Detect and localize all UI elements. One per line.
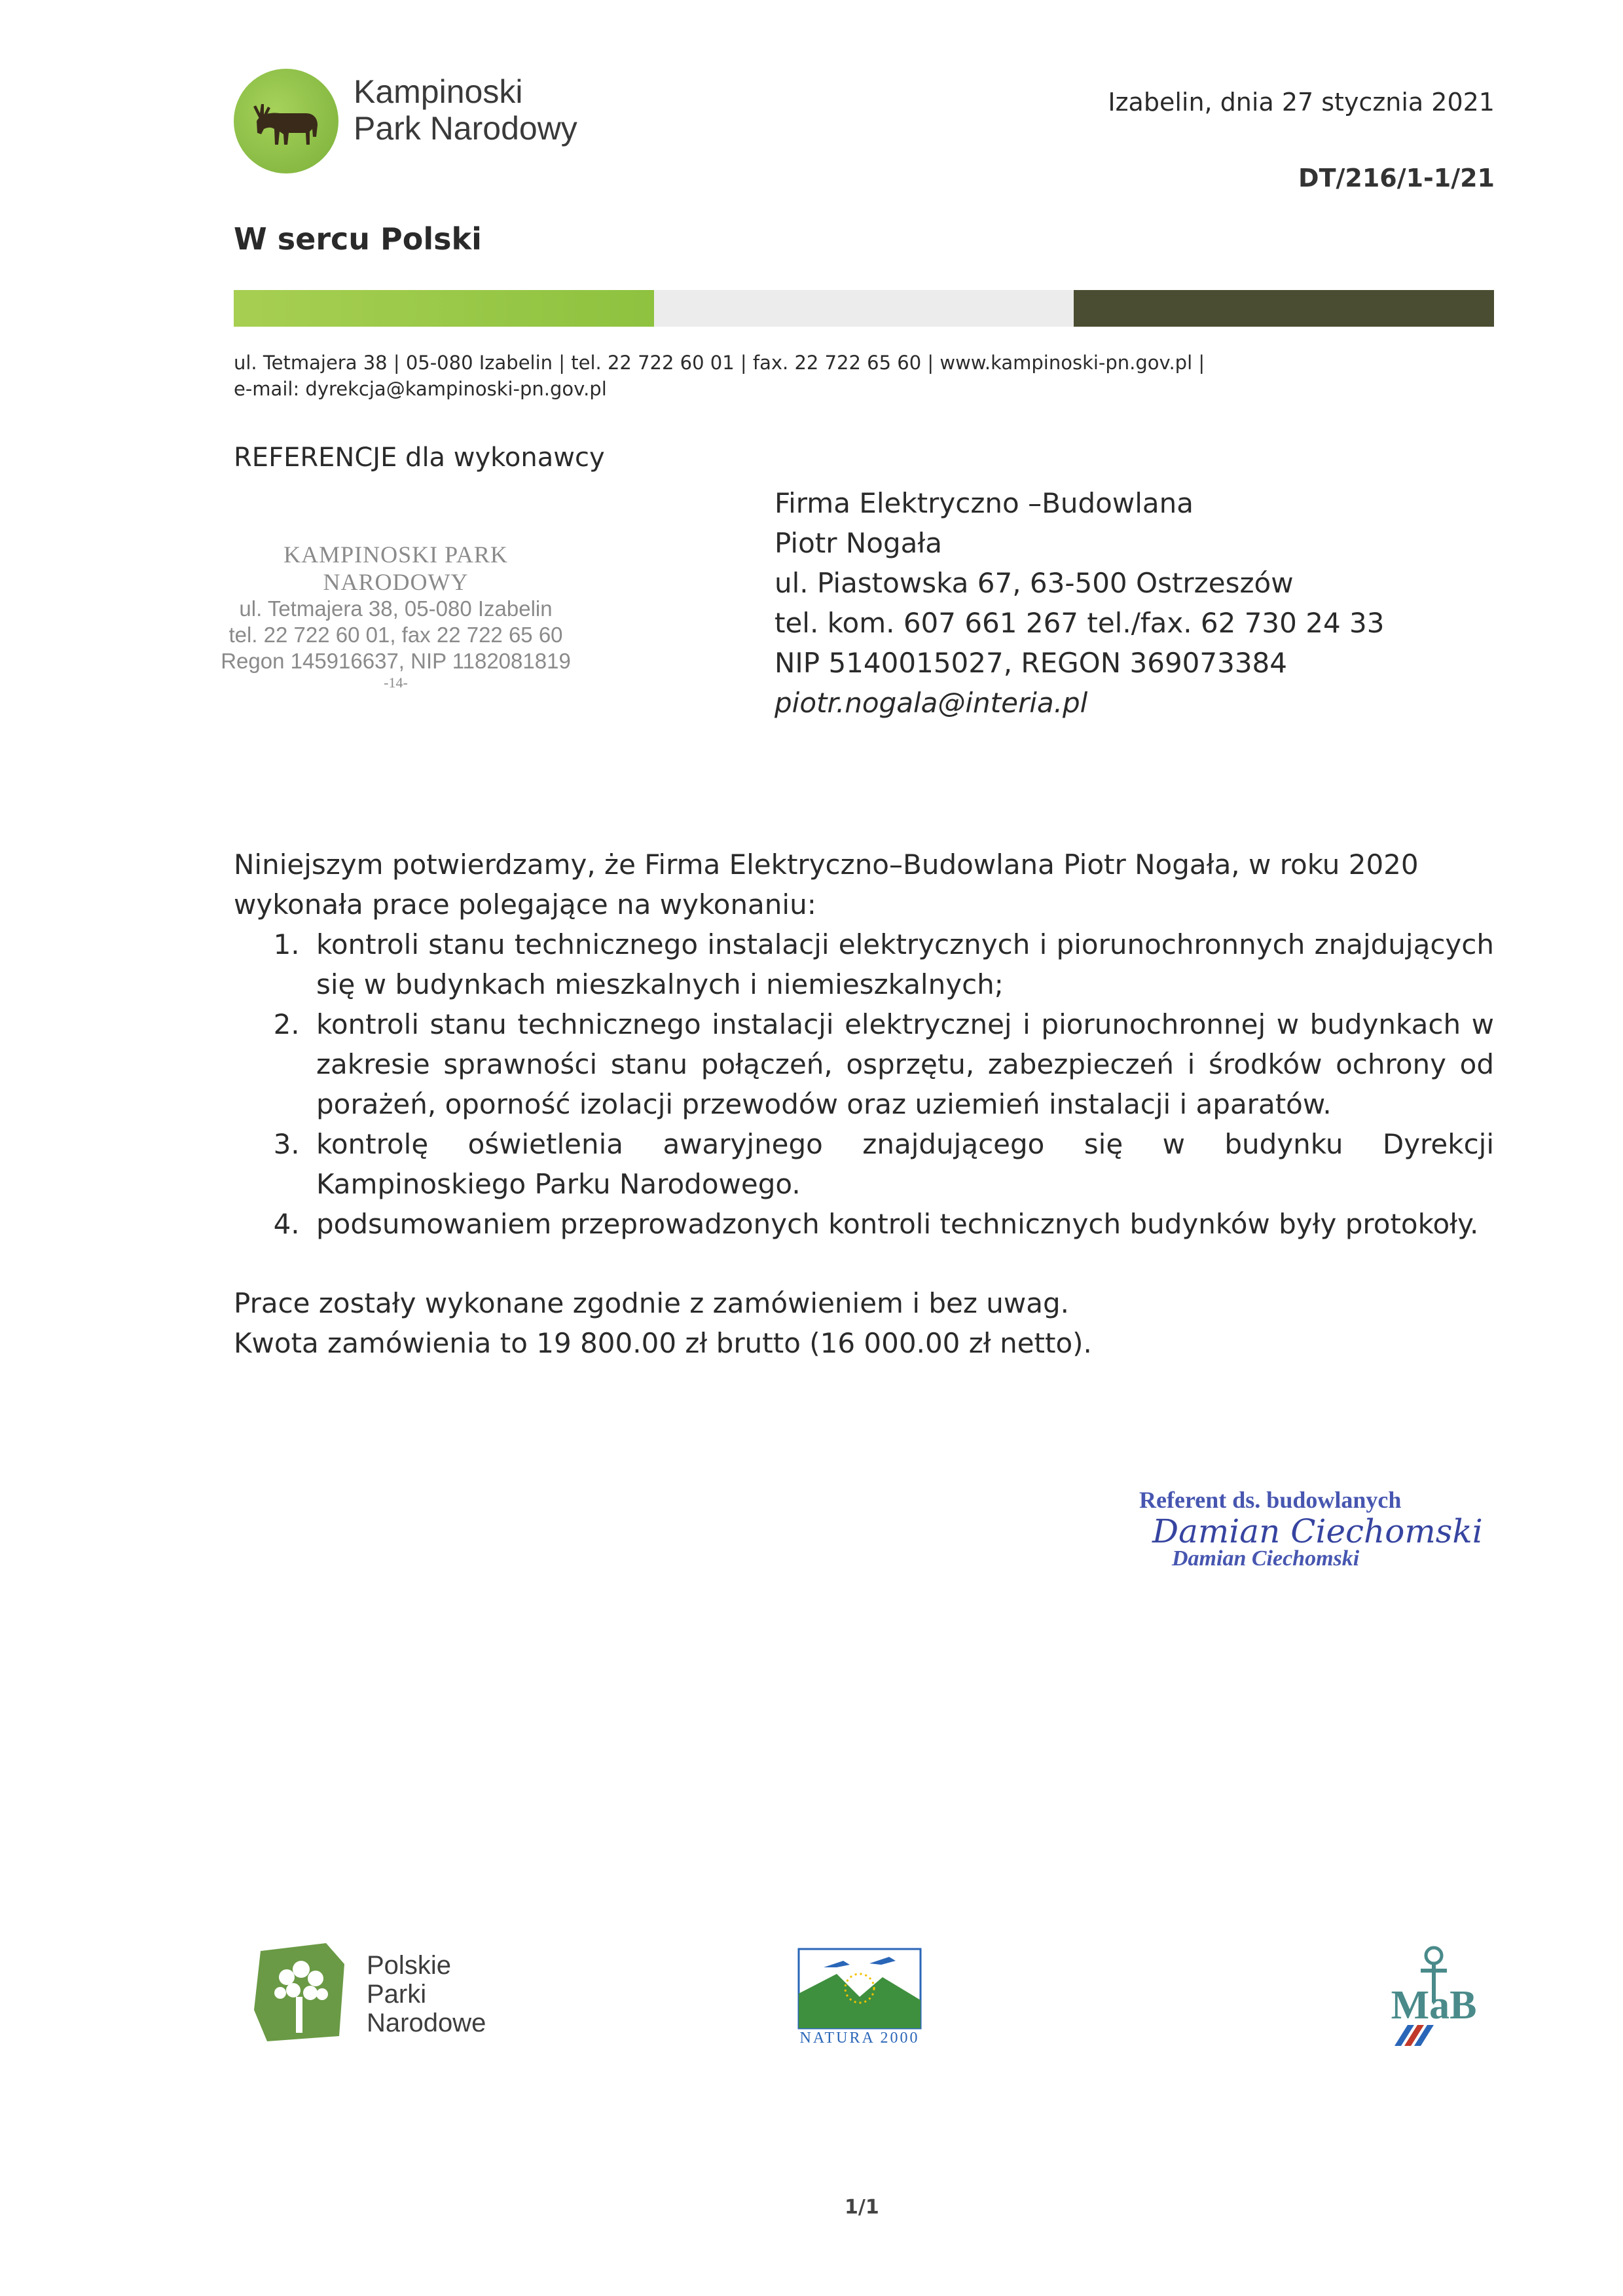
band-dark (1074, 290, 1494, 327)
natura-label: NATURA 2000 (799, 2030, 920, 2047)
stamp-line3: tel. 22 722 60 01, fax 22 722 65 60 (228, 623, 563, 647)
recipient-regon: REGON 369073384 (1021, 647, 1287, 679)
park-name-line1: Kampinoski (354, 73, 523, 110)
page-number: 1/1 (845, 2196, 879, 2219)
document-reference: DT/216/1-1/21 (1298, 164, 1495, 192)
place-date: Izabelin, dnia 27 stycznia 2021 (1108, 88, 1495, 117)
closing-text (234, 1283, 1092, 1363)
recipient-owner: Piotr Nogała (775, 527, 943, 559)
park-logo (234, 69, 338, 173)
recipient-nip: NIP 5140015027, (775, 647, 1021, 679)
recipient-company: Firma Elektryczno –Budowlana (775, 487, 1194, 519)
closing-line2: Kwota zamówienia to 19 800.00 zł brutto (16 000.00 zł netto). (234, 1327, 1092, 1359)
polish-national-parks-logo (247, 1938, 352, 2046)
mab-label: MaB (1391, 1983, 1477, 2028)
office-stamp (211, 541, 581, 691)
signature-title: Referent ds. budowlanych (1139, 1487, 1402, 1513)
mab-icon (1381, 1941, 1486, 2052)
stamp-line5: -14- (384, 674, 408, 691)
recipient-ids (775, 643, 1384, 683)
list-item: 2. kontroli stanu technicznego instalacji elektrycznej i piorunochronnej w budynkach w zakresie sprawności stanu połączeń, osprzętu, zabezpieczeń i środków ochrony od porażeń, oporność izolacji przewodów oraz uziemień instalacji i aparatów. (308, 1004, 1494, 1124)
park-name-line2: Park Narodowy (354, 110, 577, 147)
references-title: REFERENCJE dla wykonawcy (234, 443, 605, 473)
intro-paragraph: Niniejszym potwierdzamy, że Firma Elektryczno–Budowlana Piotr Nogała, w roku 2020 wykonała prace polegające na wykonaniu: (234, 848, 1419, 920)
polish-national-parks-text (367, 1951, 486, 2037)
stamp-line2: ul. Tetmajera 38, 05-080 Izabelin (239, 596, 553, 621)
list-item: 4. podsumowaniem przeprowadzonych kontroli technicznych budynków były protokoły. (308, 1204, 1494, 1244)
recipient-block (775, 483, 1384, 723)
band-grey (654, 290, 1074, 327)
ppn-line2: Parki (367, 1980, 427, 2009)
recipient-address: ul. Piastowska 67, 63-500 Ostrzeszów (775, 567, 1294, 599)
signature-stamp (1139, 1486, 1506, 1578)
recipient-email: piotr.nogala@interia.pl (775, 687, 1088, 719)
tree-map-icon (247, 1938, 352, 2046)
recipient-phone: tel. kom. 607 661 267 tel./fax. 62 730 24 33 (775, 607, 1385, 639)
ppn-line3: Narodowe (367, 2009, 486, 2037)
park-name (354, 73, 577, 147)
signature-name: Damian Ciechomski (1172, 1546, 1360, 1571)
contact-line2: e-mail: dyrekcja@kampinoski-pn.gov.pl (234, 378, 607, 400)
ppn-line1: Polskie (367, 1951, 451, 1980)
work-list (234, 924, 1494, 1244)
stamp-line4: Regon 145916637, NIP 1182081819 (221, 649, 571, 673)
list-item: 1. kontroli stanu technicznego instalacji elektrycznych i piorunochronnych znajdujących się w budynkach mieszkalnych i niemieszkalnych; (308, 924, 1494, 1004)
natura-icon (797, 1948, 922, 2030)
band-green (234, 290, 654, 327)
closing-line1: Prace zostały wykonane zgodnie z zamówieniem i bez uwag. (234, 1287, 1069, 1319)
contact-info (234, 350, 1205, 402)
handwritten-signature: Damian Ciechomski (1152, 1512, 1483, 1550)
body-text (234, 845, 1494, 1244)
mab-logo (1381, 1941, 1486, 2052)
list-item: 3. kontrolę oświetlenia awaryjnego znajdującego się w budynku Dyrekcji Kampinoskiego Parku Narodowego. (308, 1124, 1494, 1204)
stamp-line1: KAMPINOSKI PARK NARODOWY (283, 541, 508, 595)
color-band (234, 290, 1494, 327)
slogan: W sercu Polski (234, 221, 482, 257)
elk-icon (234, 69, 338, 173)
contact-line1: ul. Tetmajera 38 | 05-080 Izabelin | tel. 22 722 60 01 | fax. 22 722 65 60 | www.kampinoski-pn.gov.pl | (234, 352, 1205, 374)
